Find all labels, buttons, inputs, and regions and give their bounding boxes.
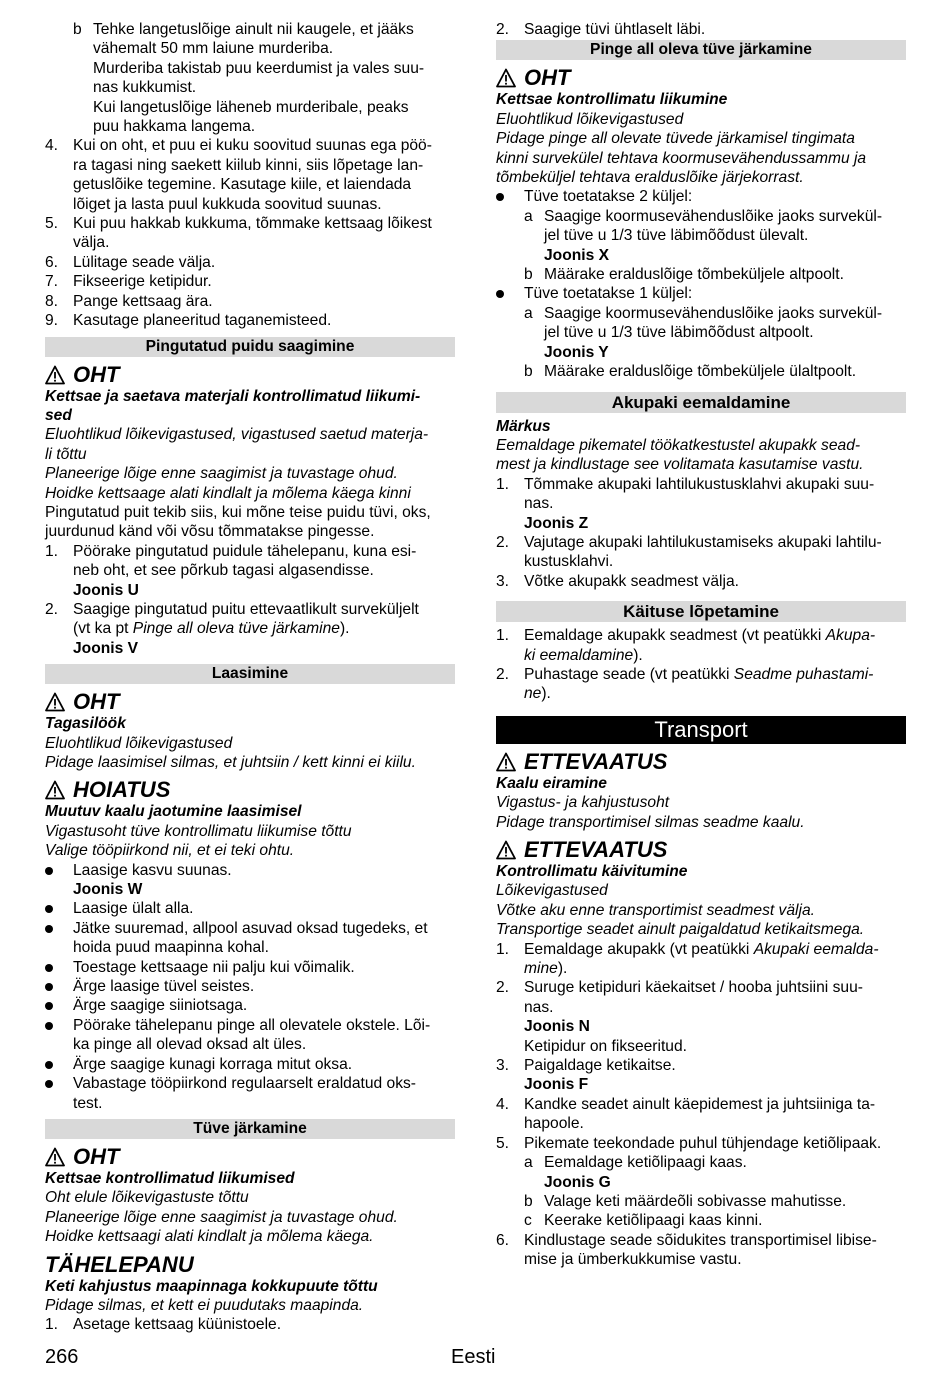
caution-heading: ETTEVAATUS	[496, 838, 906, 862]
chapter-heading: Transport	[496, 716, 906, 744]
bullet-item: Toestage kettsaage nii palju kui võimalik.	[45, 958, 455, 977]
step: 2. Saagige pingutatud puitu ettevaatlikult surveküljelt (vt ka pt Pinge all oleva tüve järkamine). Joonis V	[45, 600, 419, 657]
sub-item: b Määrake eralduslõige tõmbeküljele altpoolt.	[524, 266, 844, 284]
danger-heading: OHT	[496, 66, 906, 90]
warning-triangle-icon	[45, 1147, 65, 1167]
step: 5. Kui puu hakkab kukkuma, tõmmake kettsaag lõikest välja.	[45, 215, 432, 252]
warning-triangle-icon	[496, 840, 516, 860]
bullet-item: Ärge saagige siiniotsaga.	[45, 996, 455, 1015]
sub-item: b Valage keti määrdeõli sobivasse mahutisse.	[524, 1192, 847, 1210]
hazard-title: Kettsae kontrollimatud liikumised	[45, 1169, 295, 1187]
sub-item: b Määrake eralduslõige tõmbeküljele ülaltpoolt.	[524, 363, 857, 381]
sub-item: a Saagige koormusevähenduslõike jaoks survekül- jel tüve u 1/3 tüve läbimõõdust ülevalt. Joonis X	[524, 207, 883, 264]
warning-heading: HOIATUS	[45, 778, 455, 802]
hazard-text: Eluohtlikud lõikevigastused Pidage laasimisel silmas, et juhtsiin / kett kinni ei kiilu.	[45, 734, 416, 771]
warning-triangle-icon	[45, 365, 65, 385]
step: 3. Paigaldage ketikaitse. Joonis F	[496, 1057, 676, 1094]
sub-item: a Saagige koormusevähenduslõike jaoks survekül- jel tüve u 1/3 tüve läbimõõdust altpoolt. Joonis Y	[524, 304, 883, 361]
step: 8. Pange kettsaag ära.	[45, 292, 213, 310]
hazard-title: Tagasilöök	[45, 715, 126, 733]
step: 3. Võtke akupakk seadmest välja.	[496, 572, 739, 590]
caution-heading: ETTEVAATUS	[496, 750, 906, 774]
step: 4. Kui on oht, et puu ei kuku soovitud suunas ega pöö- ra tagasi ning saekett kiilub kinni, siis lõpetage lan- getuslõike tegemine. Kasutage kiile, et laiendada lõiget ja lasta puul kukkuda soovitud suunas.	[45, 137, 432, 213]
bullet-item: Pöörake tähelepanu pinge all olevatele okstele. Lõi- ka pinge all olevad oksad alt üles.	[45, 1016, 455, 1055]
bullet-item: Jätke suuremad, allpool asuvad oksad tugedeks, et hoida puud maapinna kohal.	[45, 919, 455, 958]
sub-item: a Eemaldage ketiõlipaagi kaas. Joonis G	[524, 1154, 747, 1191]
warning-triangle-icon	[496, 68, 516, 88]
paragraph: Pingutatud puit tekib siis, kui mõne teise puidu tüvi, oks, juurdunud känd või võsu tõmmatakse pingesse.	[45, 503, 431, 541]
sub-item: c Keerake ketiõlipaagi kaas kinni.	[524, 1212, 763, 1230]
step: 1. Asetage kettsaag küünistoele.	[45, 1316, 282, 1334]
step: 6. Kindlustage seade sõidukites transportimisel libise- mise ja ümberkukkumise vastu.	[496, 1231, 877, 1269]
note-text: Eemaldage pikematel töökatkestustel akupakk sead- mest ja kindlustage see volitamata kasutamise vastu.	[496, 436, 864, 474]
step: 7. Fikseerige ketipidur.	[45, 273, 212, 291]
hazard-title: Keti kahjustus maapinnaga kokkupuute tõttu	[45, 1277, 378, 1295]
bullet-item: Vabastage tööpiirkond regulaarselt eraldatud oks- test.	[45, 1074, 455, 1113]
step: 1. Pöörake pingutatud puidule tähelepanu, kuna esi- neb oht, et see põrkub tagasi algasendisse. Joonis U	[45, 542, 417, 599]
hazard-title: Muutuv kaalu jaotumine laasimisel	[45, 803, 302, 821]
hazard-text: Vigastus- ja kahjustusoht Pidage transportimisel silmas seadme kaalu.	[496, 794, 805, 831]
hazard-text: Eluohtlikud lõikevigastused, vigastused saetud materja- li tõttu Planeerige lõige enne saagimist ja tuvastage ohud. Hoidke kettsaage alati kindlalt ja mõlema käega kinni	[45, 426, 429, 502]
step: 5. Pikemate teekondade puhul tühjendage ketiõlipaak.	[496, 1134, 882, 1152]
footer-language: Eesti	[451, 1346, 496, 1368]
step: 2. Vajutage akupaki lahtilukustamiseks akupaki lahtilu- kustusklahvi.	[496, 533, 882, 571]
step: 2. Saagige tüvi ühtlaselt läbi.	[496, 21, 706, 38]
bullet-item: Ärge laasige tüvel seistes.	[45, 977, 455, 996]
section-heading: Laasimine	[45, 664, 455, 684]
sub-item-b: b Tehke langetuslõige ainult nii kaugele, et jääks vähemalt 50 mm laiune murderiba. Murderiba takistab puu keerdumist ja vales suu- nas kukkumist. Kui langetuslõige läheneb murderibale, peaks puu hakkama langema.	[73, 21, 425, 136]
hazard-title: Kaalu eiramine	[496, 774, 607, 792]
warning-triangle-icon	[45, 692, 65, 712]
step: 2. Suruge ketipiduri käekaitset / hooba juhtsiini suu- nas. Joonis N Ketipidur on fikseeritud.	[496, 979, 863, 1055]
bullet-item: Tüve toetatakse 1 küljel:	[496, 284, 906, 303]
section-heading: Akupaki eemaldamine	[496, 392, 906, 413]
bullet-item: Ärge saagige kunagi korraga mitut oksa.	[45, 1055, 455, 1074]
step: 9. Kasutage planeeritud taganemisteed.	[45, 312, 332, 330]
bullet-item: Tüve toetatakse 2 küljel:	[496, 187, 906, 206]
step: 4. Kandke seadet ainult käepidemest ja juhtsiiniga ta- hapoole.	[496, 1095, 876, 1133]
hazard-title: Kontrollimatu käivitumine	[496, 863, 688, 880]
bullet-item: Laasige ülalt alla.	[45, 899, 455, 918]
step: 1. Eemaldage akupakk (vt peatükki Akupaki eemalda- mine).	[496, 940, 879, 978]
bullet-item: Laasige kasvu suunas. Joonis W	[45, 861, 455, 900]
right-column	[496, 20, 906, 1270]
hazard-text: Pidage silmas, et kett ei puudutaks maapinda.	[45, 1296, 364, 1314]
page-number: 266	[45, 1346, 79, 1368]
section-heading: Tüve järkamine	[45, 1119, 455, 1139]
hazard-text: Lõikevigastused Võtke aku enne transportimist seadmest välja. Transportige seadet ainult paigaldatud ketikaitsmega.	[496, 882, 865, 939]
hazard-text: Eluohtlikud lõikevigastused Pidage pinge all olevate tüvede järkamisel tingimata kinni survekülel tehtava koormusevähendussammu ja tõmbeküljel tehtava eralduslõike järjekorrast.	[496, 110, 867, 187]
step: 2. Puhastage seade (vt peatükki Seadme puhastami- ne).	[496, 665, 874, 703]
section-heading: Käituse lõpetamine	[496, 601, 906, 622]
danger-heading: OHT	[45, 690, 455, 714]
hazard-title: Kettsae kontrollimatu liikumine	[496, 91, 728, 109]
hazard-text: Vigastusoht tüve kontrollimatu liikumise tõttu Valige tööpiirkond nii, et ei teki ohtu.	[45, 822, 352, 860]
hazard-title: Kettsae ja saetava materjali kontrollimatud liikumi- sed	[45, 387, 421, 424]
section-heading: Pingutatud puidu saagimine	[45, 337, 455, 357]
step: 6. Lülitage seade välja.	[45, 253, 216, 271]
warning-triangle-icon	[45, 780, 65, 800]
step: 1. Tõmmake akupaki lahtilukustusklahvi akupaki suu- nas. Joonis Z	[496, 475, 875, 532]
notice-heading: TÄHELEPANU	[45, 1251, 194, 1277]
danger-heading: OHT	[45, 363, 455, 387]
section-heading: Pinge all oleva tüve järkamine	[496, 40, 906, 60]
hazard-text: Oht elule lõikevigastuste tõttu Planeerige lõige enne saagimist ja tuvastage ohud. Hoidke kettsaagi alati kindlalt ja mõlema käega.	[45, 1189, 398, 1246]
danger-heading: OHT	[45, 1145, 455, 1169]
left-column	[45, 20, 455, 1335]
step: 1. Eemaldage akupakk seadmest (vt peatükki Akupa- ki eemaldamine).	[496, 627, 876, 664]
warning-triangle-icon	[496, 752, 516, 772]
note-title: Märkus	[496, 417, 551, 435]
